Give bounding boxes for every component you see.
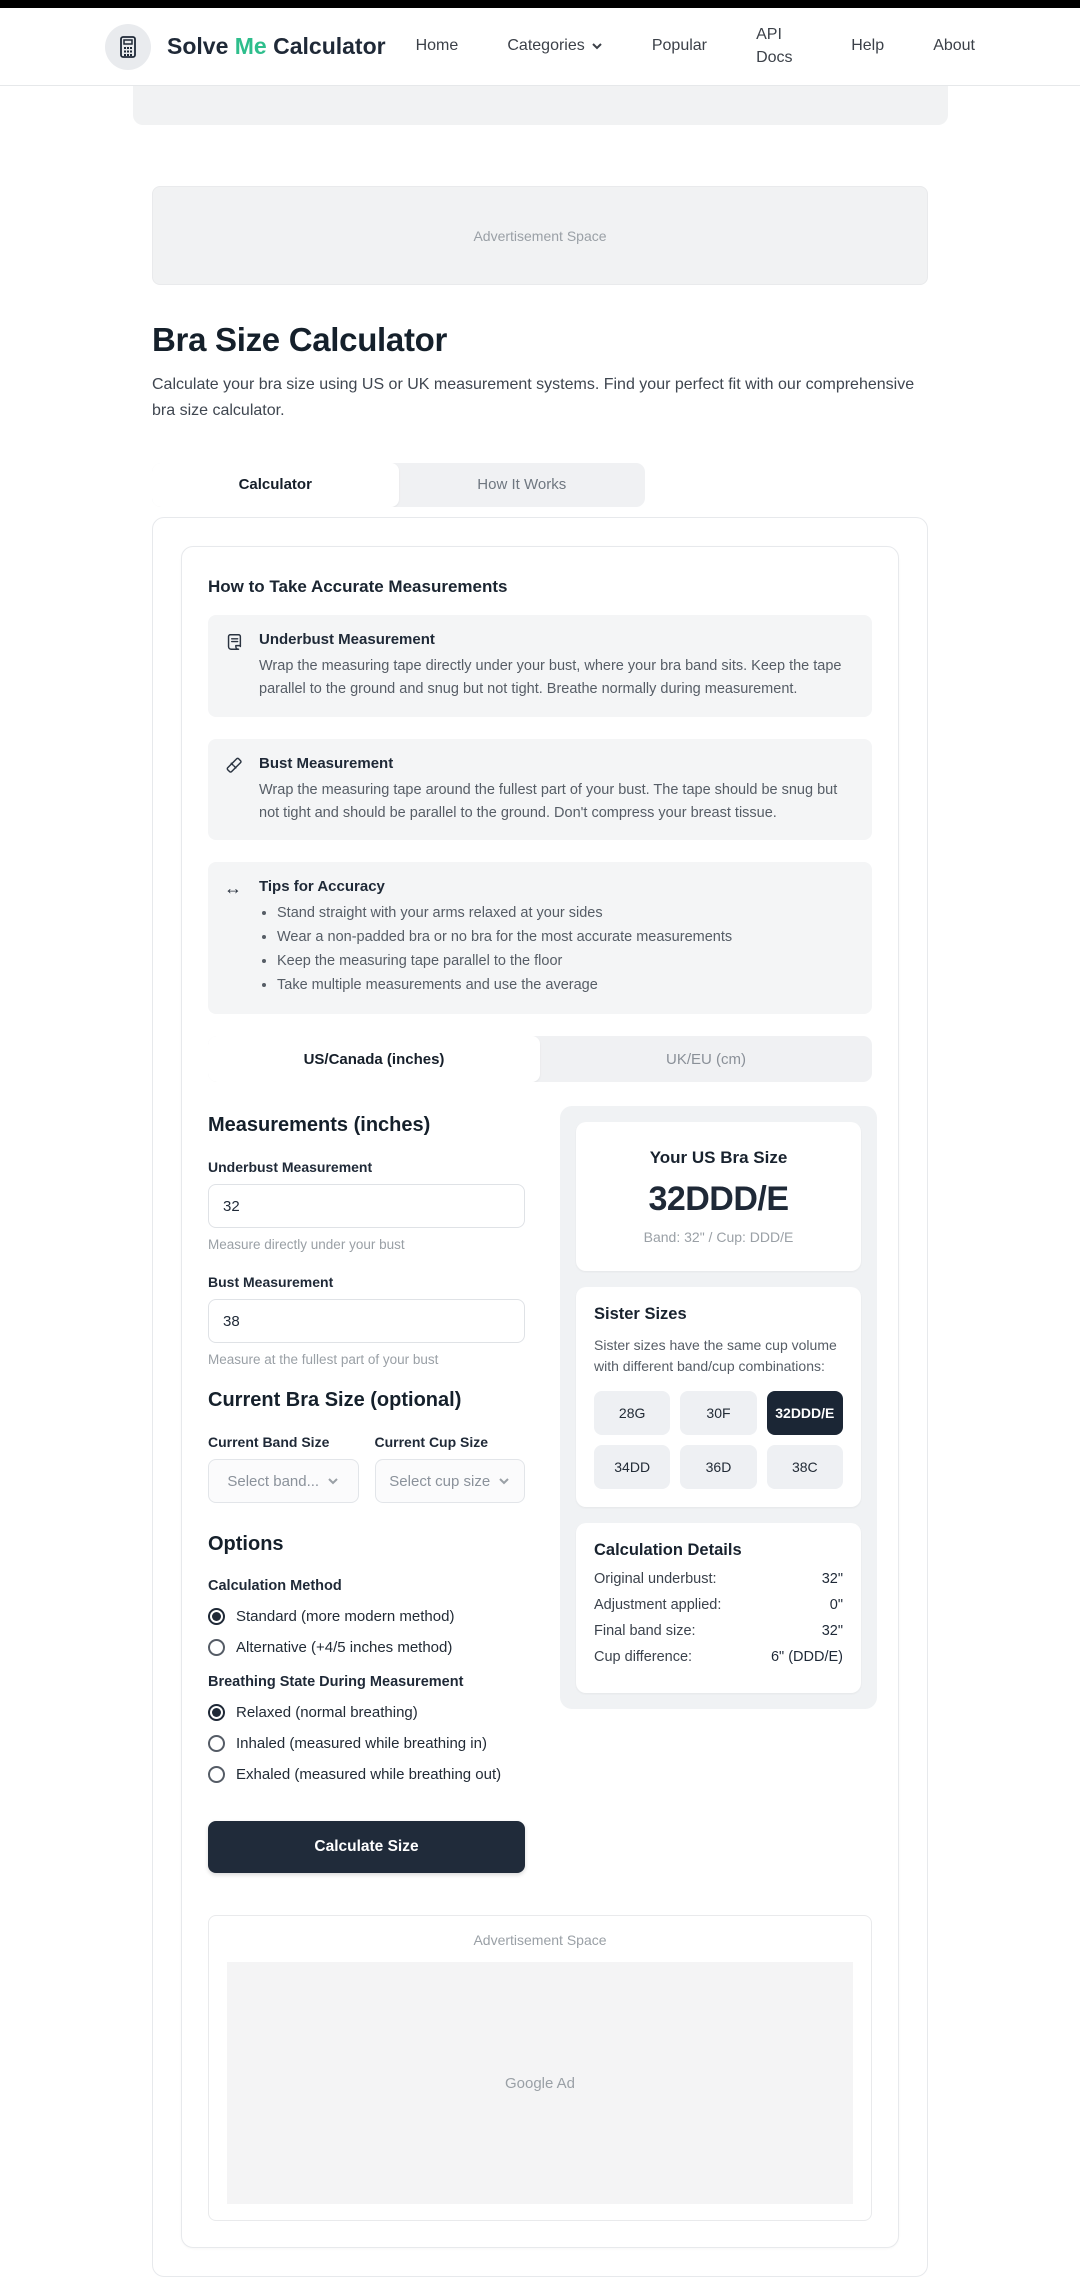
radio-standard[interactable] (208, 1608, 525, 1625)
cup-select-label: Current Cup Size (374, 1434, 489, 1451)
calculation-details-card (576, 1523, 861, 1693)
scroll-icon (224, 631, 246, 701)
detail-label: Cup difference: (594, 1649, 693, 1666)
detail-label: Original underbust: (594, 1571, 717, 1588)
sister-size-chip-active[interactable]: 32DDD/E (767, 1391, 843, 1435)
nav-categories[interactable] (507, 35, 602, 57)
sister-sizes-description: Sister sizes have the same cup volume with different band/cup combinations: (594, 1337, 837, 1375)
radio-label: Alternative (+4/5 inches method) (236, 1639, 453, 1657)
underbust-input[interactable] (208, 1184, 525, 1228)
radio-label: Standard (more modern method) (236, 1608, 455, 1626)
radio-alternative[interactable] (208, 1639, 525, 1656)
main-tab-group (152, 463, 645, 507)
current-size-title: Current Bra Size (optional) (208, 1389, 462, 1412)
instruction-card-underbust (208, 615, 872, 717)
form-column (208, 1106, 525, 1873)
nav-popular[interactable]: Popular (651, 37, 707, 55)
instruction-title: Underbust Measurement (259, 630, 435, 648)
nav-categories-label: Categories (507, 37, 585, 55)
underbust-helper: Measure directly under your bust (208, 1237, 405, 1253)
band-select[interactable] (208, 1459, 359, 1503)
ad-label: Advertisement Space (473, 227, 607, 244)
tab-uk-cm[interactable]: UK/EU (cm) (666, 1050, 746, 1068)
chevron-down-icon (498, 1475, 510, 1487)
sister-size-chip[interactable]: 30F (680, 1391, 756, 1435)
page-description: Calculate your bra size using US or UK measurement systems. Find your perfect fit with our comprehensive bra size calculator. (152, 376, 915, 420)
tip-item: • Stand straight with your arms relaxed at your sides (277, 902, 732, 926)
radio-button-checked (208, 1608, 225, 1625)
tab-us-inches[interactable]: US/Canada (inches) (208, 1036, 540, 1082)
result-size-value: 32DDD/E (648, 1180, 789, 1219)
detail-row (594, 1597, 843, 1613)
detail-label: Final band size: (594, 1623, 696, 1640)
nav-about[interactable]: About (933, 37, 975, 55)
main-nav (416, 24, 975, 69)
page-title: Bra Size Calculator (152, 321, 448, 358)
site-header (0, 8, 1080, 86)
site-logo[interactable] (105, 24, 151, 70)
detail-label: Adjustment applied: (594, 1597, 722, 1614)
cup-select[interactable] (375, 1459, 526, 1503)
ad-label: Advertisement Space (473, 1932, 607, 1949)
sister-sizes-title: Sister Sizes (594, 1305, 687, 1324)
underbust-label: Underbust Measurement (208, 1159, 373, 1176)
bust-helper: Measure at the fullest part of your bust (208, 1352, 439, 1368)
detail-row (594, 1649, 843, 1665)
bra-size-result-card (576, 1122, 861, 1271)
bust-input[interactable] (208, 1299, 525, 1343)
results-panel (560, 1106, 877, 1709)
radio-button-checked (208, 1704, 225, 1721)
sister-size-chip[interactable]: 28G (594, 1391, 670, 1435)
unit-tab-group (208, 1036, 872, 1082)
detail-value: 32" (821, 1623, 843, 1640)
instructions-title: How to Take Accurate Measurements (208, 576, 508, 596)
instruction-card-bust (208, 739, 872, 841)
radio-button (208, 1735, 225, 1752)
nav-help[interactable]: Help (851, 37, 885, 55)
calculation-details-title: Calculation Details (594, 1541, 742, 1560)
instruction-title: Bust Measurement (259, 754, 394, 772)
ruler-icon (224, 755, 246, 825)
tip-item: • Keep the measuring tape parallel to the floor (277, 950, 732, 974)
sister-size-chip[interactable]: 38C (767, 1445, 843, 1489)
brand-me: Me (234, 33, 267, 59)
radio-label: Relaxed (normal breathing) (236, 1704, 418, 1722)
calculator-card (181, 546, 899, 2248)
instruction-body: Wrap the measuring tape around the fullest part of your bust. The tape should be snug but not tight and should be parallel to the ground. Don't compress your breast tissue. (259, 781, 838, 821)
radio-label: Exhaled (measured while breathing out) (236, 1766, 502, 1784)
calculate-size-button[interactable]: Calculate Size (208, 1821, 525, 1873)
detail-row (594, 1623, 843, 1639)
nav-api-docs[interactable]: API Docs (756, 26, 793, 66)
tab-calculator[interactable]: Calculator (152, 463, 399, 507)
detail-value: 0" (829, 1597, 843, 1614)
google-ad-label: Google Ad (504, 2074, 576, 2092)
radio-label: Inhaled (measured while breathing in) (236, 1735, 487, 1753)
results-column (560, 1106, 877, 1709)
brand-title[interactable] (167, 33, 386, 60)
bottom-ad-card (208, 1915, 872, 2221)
sister-sizes-card (576, 1287, 861, 1507)
sister-size-chip[interactable]: 34DD (594, 1445, 670, 1489)
result-band-cup: Band: 32" / Cup: DDD/E (643, 1229, 794, 1246)
band-select-label: Current Band Size (208, 1434, 330, 1451)
breathing-state-label: Breathing State During Measurement (208, 1674, 464, 1691)
tips-list (277, 902, 732, 998)
cup-select-value: Select cup size (389, 1472, 491, 1490)
tab-how-it-works[interactable]: How It Works (477, 476, 567, 494)
calculator-section (152, 517, 928, 2277)
sister-size-chip[interactable]: 36D (680, 1445, 756, 1489)
nav-home[interactable]: Home (415, 37, 459, 55)
detail-value: 32" (821, 1571, 843, 1588)
instruction-card-tips (208, 862, 872, 1014)
chevron-down-icon (591, 40, 603, 52)
radio-exhaled[interactable] (208, 1766, 525, 1783)
google-ad-placeholder (227, 1962, 853, 2204)
top-ad-banner (152, 186, 928, 285)
sister-size-grid (594, 1391, 843, 1489)
options-title: Options (208, 1533, 284, 1556)
band-select-value: Select band... (227, 1472, 320, 1490)
main-content (152, 186, 928, 2277)
tip-item: • Take multiple measurements and use the average (277, 974, 732, 998)
detail-value: 6" (DDD/E) (770, 1649, 843, 1666)
calculator-icon (117, 35, 139, 59)
brand-calculator: Calculator (273, 33, 386, 59)
radio-inhaled[interactable] (208, 1735, 525, 1752)
result-title: Your US Bra Size (649, 1148, 788, 1168)
instruction-title: Tips for Accuracy (259, 878, 385, 896)
measurements-title: Measurements (inches) (208, 1114, 431, 1137)
bust-label: Bust Measurement (208, 1274, 334, 1291)
partial-ad-strip (133, 86, 948, 125)
brand-solve: Solve (167, 33, 229, 59)
radio-button (208, 1766, 225, 1783)
instruction-body: Wrap the measuring tape directly under your bust, where your bra band sits. Keep the tape parallel to the ground and snug but not tight. Breathe normally during measurement. (259, 657, 842, 697)
detail-row (594, 1571, 843, 1587)
tip-item: • Wear a non-padded bra or no bra for the most accurate measurements (277, 926, 732, 950)
calculation-method-label: Calculation Method (208, 1578, 342, 1595)
radio-relaxed[interactable] (208, 1704, 525, 1721)
left-right-arrow-icon: ↔ (224, 878, 242, 899)
top-black-bar (0, 0, 1080, 8)
chevron-down-icon (327, 1475, 339, 1487)
radio-button (208, 1639, 225, 1656)
